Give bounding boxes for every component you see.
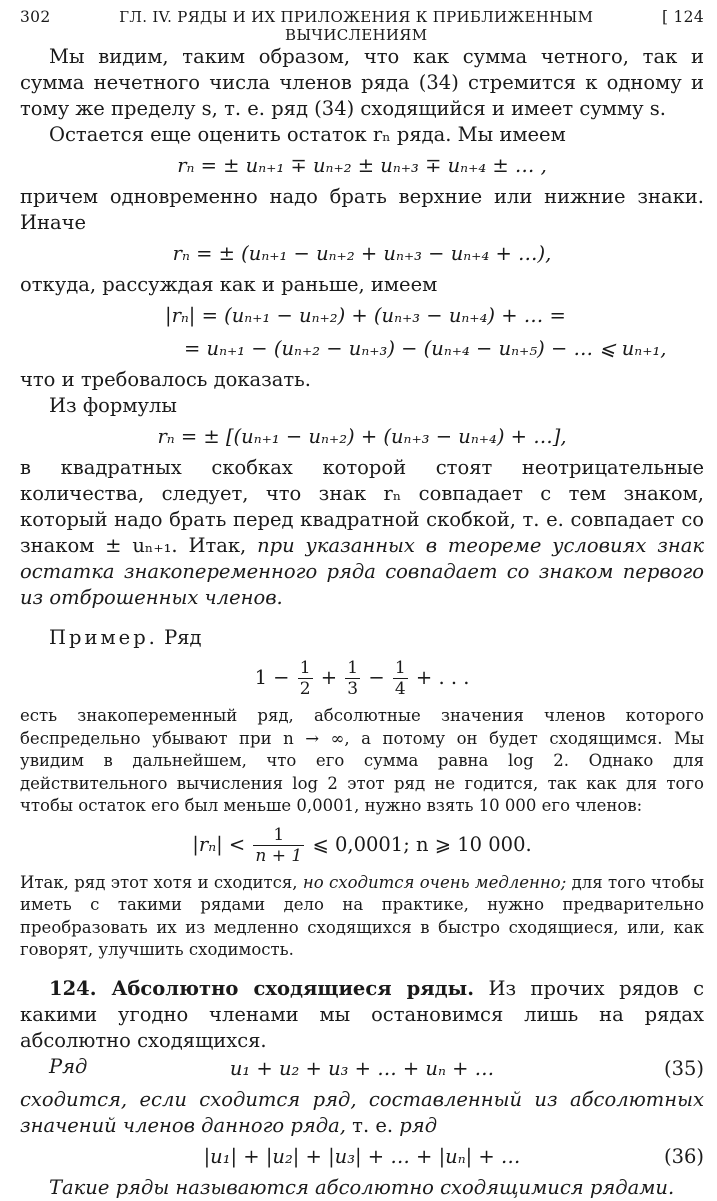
ineq-lead: |rₙ| < xyxy=(192,832,246,856)
fraction-numerator: 1 xyxy=(299,658,311,678)
paragraph-remainder-intro: Остается еще оценить остаток rₙ ряда. Мы имеем xyxy=(49,123,566,146)
sign-conclusion-text: в квадратных скобках которой стоят неотрицательные количества, следует, что знак rₙ совпадает с тем знаком, который надо брать перед квадратной скобкой, т. е. совпадает со знаком ± uₙ₊₁. Итак, xyxy=(20,456,704,557)
operator-plus: + xyxy=(320,666,338,689)
fraction-denominator: 3 xyxy=(347,679,359,699)
paragraph-sum-limit: Мы видим, таким образом, что как сумма четного, так и сумма нечетного числа членов ряда (34) стремится к одному и тому же пределу s, т. е. ряд (34) сходящийся и имеет сумму s. xyxy=(20,45,704,120)
page-number: 302 xyxy=(20,8,51,26)
fraction-denominator: n + 1 xyxy=(255,845,303,866)
fraction-denominator: 2 xyxy=(299,679,311,699)
book-page xyxy=(20,8,704,1201)
series-lead: 1 − xyxy=(254,666,290,689)
section-title: 124. Абсолютно сходящиеся ряды. xyxy=(49,976,475,1000)
operator-minus: − xyxy=(368,666,385,689)
chapter-title: ГЛ. IV. РЯДЫ И ИХ ПРИЛОЖЕНИЯ К ПРИБЛИЖЕННЫМ ВЫЧИСЛЕНИЯМ xyxy=(119,8,594,44)
formula-remainder-grouped: rₙ = ± (uₙ₊₁ − uₙ₊₂ + uₙ₊₃ − uₙ₊₄ + …), xyxy=(172,242,552,265)
example-explanation: есть знакопеременный ряд, абсолютные значения членов которого беспредельно убывают при n → ∞, а потому он будет сходящимся. Мы увидим в дальнейшем, что его сумма равна log 2. Однако для действительного вычисления log 2 этот ряд не годится, так как для того чтобы остаток его был меньше 0,0001, нужно взять 10 000 его членов: xyxy=(20,706,704,815)
condition-word-ryad: ряд xyxy=(399,1113,438,1137)
fraction-numerator: 1 xyxy=(347,658,359,678)
equation-36-body: |u₁| + |u₂| + |u₃| + … + |uₙ| + … xyxy=(203,1144,521,1168)
formula-abs-remainder-line1: |rₙ| = (uₙ₊₁ − uₙ₊₂) + (uₙ₊₃ − uₙ₊₄) + … = xyxy=(165,304,566,327)
paragraph-qed: что и требовалось доказать. xyxy=(20,368,311,391)
paragraph-sign-conclusion xyxy=(20,455,704,611)
paragraph-signs-note: причем одновременно надо брать верхние или нижние знаки. Иначе xyxy=(20,185,704,234)
formula-remainder-bound xyxy=(20,821,704,869)
condition-statement: сходится, если сходится ряд, составленный из абсолютных значений членов данного ряда, xyxy=(20,1087,704,1137)
paragraph-reasoning: откуда, рассуждая как и раньше, имеем xyxy=(20,273,438,296)
equation-35-body: u₁ + u₂ + u₃ + … + uₙ + … xyxy=(229,1056,495,1080)
formula-abs-remainder-line2: = uₙ₊₁ − (uₙ₊₂ − uₙ₊₃) − (uₙ₊₄ − uₙ₊₅) − … ⩽ uₙ₊₁, xyxy=(184,337,667,360)
formula-alternating-harmonic xyxy=(20,654,704,702)
fraction-one-quarter xyxy=(393,658,408,699)
section-124-intro xyxy=(20,976,704,1054)
section-marker: [ 124 xyxy=(661,8,704,26)
paragraph-from-formula: Из формулы xyxy=(49,394,177,417)
fraction-one-third xyxy=(345,658,360,699)
absolute-convergence-condition xyxy=(20,1087,704,1139)
fraction-one-over-n-plus-one xyxy=(253,825,304,866)
fraction-one-half xyxy=(298,658,313,699)
ineq-tail: ⩽ 0,0001; n ⩾ 10 000. xyxy=(312,832,532,856)
fraction-numerator: 1 xyxy=(394,658,406,678)
condition-ie: т. е. xyxy=(352,1113,394,1137)
example-conclusion-start: Итак, ряд этот хотя и сходится, xyxy=(20,872,298,892)
example-conclusion-end: для того чтобы иметь с такими рядами дело на практике, нужно предварительно преобразовать их из медленно сходящихся в быстро сходящиеся, или, как говорят, улучшить сходимость. xyxy=(20,872,705,959)
formula-remainder-brackets: rₙ = ± [(uₙ₊₁ − uₙ₊₂) + (uₙ₊₃ − uₙ₊₄) + …], xyxy=(157,425,567,448)
fraction-denominator: 4 xyxy=(394,679,406,699)
equation-number: (35) xyxy=(663,1056,704,1080)
example-conclusion xyxy=(20,872,704,962)
fraction-numerator: 1 xyxy=(273,824,285,845)
word-ryad: Ряд xyxy=(49,1054,88,1078)
definition-absolute-convergence: Такие ряды называются абсолютно сходящимися рядами. xyxy=(49,1175,675,1199)
slow-convergence-phrase: но сходится очень медленно; xyxy=(302,872,567,892)
example-label-rest: Ряд xyxy=(164,626,202,649)
example-heading xyxy=(20,625,704,651)
equation-number: (36) xyxy=(663,1144,704,1168)
formula-remainder-signs: rₙ = ± uₙ₊₁ ∓ uₙ₊₂ ± uₙ₊₃ ∓ uₙ₊₄ ± … , xyxy=(177,154,547,177)
equation-35 xyxy=(20,1054,704,1084)
example-label: Пример. xyxy=(49,626,158,649)
running-header xyxy=(20,8,704,44)
series-tail: + . . . xyxy=(415,666,470,689)
section-intro-text: Из прочих рядов с какими угодно членами мы остановимся лишь на рядах абсолютно сходящихся. xyxy=(20,976,704,1052)
sign-theorem-statement: при указанных в теореме условиях знак остатка знакопеременного ряда совпадает со знаком первого из отброшенных членов. xyxy=(20,534,705,609)
equation-36 xyxy=(20,1142,704,1172)
